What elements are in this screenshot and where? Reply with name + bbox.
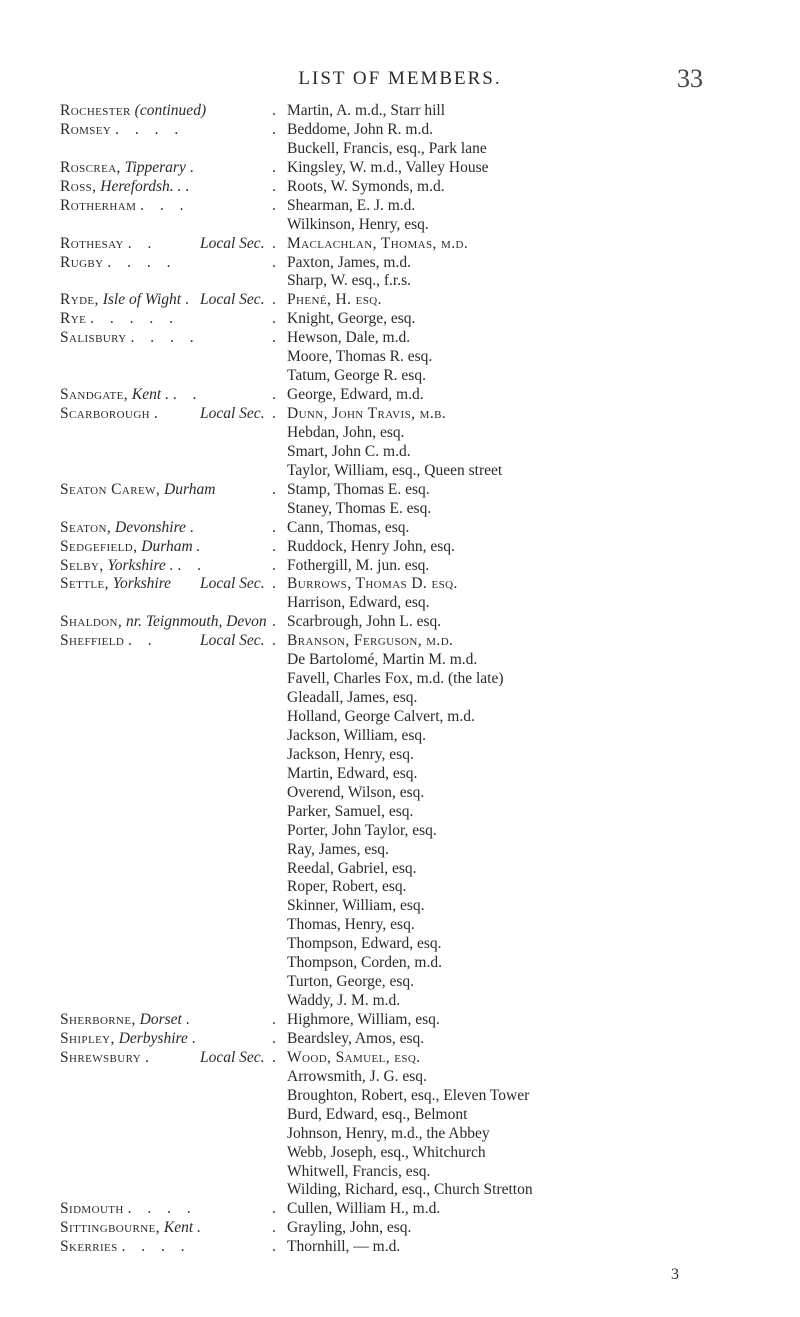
list-item	[0, 822, 800, 841]
list-item	[0, 765, 800, 784]
place-label: Skerries	[60, 1238, 118, 1256]
list-item	[0, 235, 800, 254]
member-name: Wood, Samuel, esq.	[287, 1048, 421, 1066]
member-name: Stamp, Thomas E. esq.	[287, 480, 430, 498]
place-name	[60, 291, 195, 310]
dot-leader: . . . .	[115, 120, 185, 138]
leader-dot	[272, 1030, 277, 1049]
dot-leader: . . . .	[130, 329, 200, 347]
list-item	[0, 916, 800, 935]
place-region: Devonshire	[115, 518, 186, 536]
leader-dot	[272, 102, 277, 121]
member-name: Taylor, William, esq., Queen street	[287, 461, 503, 479]
place-label: Rotherham	[60, 196, 137, 214]
member-name: Grayling, John, esq.	[287, 1219, 412, 1237]
place-name	[60, 329, 200, 348]
list-item	[0, 841, 800, 860]
place-label: Sherborne,	[60, 1011, 136, 1028]
list-item	[0, 746, 800, 765]
member-name: Waddy, J. M. m.d.	[287, 992, 401, 1010]
member-name: Staney, Thomas E. esq.	[287, 499, 432, 517]
member-name: Reedal, Gabriel, esq.	[287, 859, 417, 877]
member-name: Harrison, Edward, esq.	[287, 594, 430, 612]
list-item	[0, 1087, 800, 1106]
place-name	[60, 405, 164, 424]
member-name: Favell, Charles Fox, m.d. (the late)	[287, 670, 504, 688]
place-label: Roscrea,	[60, 158, 121, 176]
local-secretary-label: Local Sec.	[200, 291, 265, 309]
dot-leader: .	[189, 158, 200, 176]
list-item	[0, 140, 800, 159]
local-secretary-label: Local Sec.	[200, 405, 265, 422]
member-name: Beddome, John R. m.d.	[287, 120, 433, 138]
page-number: 33	[677, 64, 703, 93]
place-name	[60, 1030, 202, 1049]
dot-leader: . . . .	[121, 1238, 191, 1256]
place-label: Settle,	[60, 575, 109, 593]
member-name: Whitwell, Francis, esq.	[287, 1162, 431, 1180]
leader-dot	[272, 254, 277, 273]
place-name	[60, 159, 200, 178]
member-name: Skinner, William, esq.	[287, 897, 425, 915]
place-name	[60, 481, 215, 500]
member-name: Fothergill, M. jun. esq.	[287, 556, 430, 574]
list-item	[0, 557, 800, 576]
member-name: Kingsley, W. m.d., Valley House	[287, 158, 489, 176]
local-secretary-label: Local Sec.	[200, 575, 265, 593]
member-name: Branson, Ferguson, m.d.	[287, 632, 454, 650]
list-item	[0, 121, 800, 140]
list-item	[0, 500, 800, 519]
place-name	[60, 1200, 197, 1219]
member-name: Roots, W. Symonds, m.d.	[287, 177, 445, 195]
list-item	[0, 860, 800, 879]
list-item	[0, 405, 800, 424]
list-item	[0, 708, 800, 727]
member-name: Smart, John C. m.d.	[287, 442, 411, 460]
place-region: Isle of Wight	[102, 291, 182, 309]
leader-dot	[272, 310, 277, 329]
list-item	[0, 462, 800, 481]
list-item	[0, 159, 800, 178]
place-label: Sandgate,	[60, 386, 129, 404]
list-item	[0, 878, 800, 897]
member-name: Johnson, Henry, m.d., the Abbey	[287, 1124, 490, 1142]
list-item	[0, 1181, 800, 1200]
page-title: LIST OF MEMBERS.	[298, 68, 502, 89]
member-name: Wilding, Richard, esq., Church Stretton	[287, 1181, 533, 1199]
member-name: Dunn, John Travis, m.b.	[287, 405, 447, 422]
place-label: Shrewsbury	[60, 1048, 142, 1066]
dot-leader: . . . .	[107, 253, 177, 271]
place-name	[60, 632, 158, 651]
list-item	[0, 992, 800, 1011]
place-name	[60, 519, 200, 538]
signature-mark: 3	[671, 1266, 679, 1283]
member-name: Phené, H. esq.	[287, 291, 382, 309]
dot-leader: . . .	[140, 196, 190, 214]
leader-dot	[272, 632, 277, 651]
leader-dot	[272, 1238, 277, 1257]
list-item	[0, 632, 800, 651]
place-region: nr. Teignmouth, Devon	[126, 613, 267, 631]
leader-dot	[272, 197, 277, 216]
place-label: Shaldon,	[60, 613, 123, 631]
place-name	[60, 1219, 201, 1238]
dot-leader: .	[191, 1029, 202, 1047]
place-region: Kent .	[163, 1219, 201, 1237]
place-label: Ross,	[60, 177, 97, 195]
list-item	[0, 803, 800, 822]
list-item	[0, 1068, 800, 1087]
leader-dot	[272, 557, 277, 576]
member-name: Cullen, William H., m.d.	[287, 1200, 441, 1218]
leader-dot	[272, 291, 277, 310]
member-name: Burd, Edward, esq., Belmont	[287, 1105, 468, 1123]
list-item	[0, 443, 800, 462]
list-item	[0, 897, 800, 916]
member-name: De Bartolomé, Martin M. m.d.	[287, 651, 478, 669]
list-item	[0, 670, 800, 689]
list-item	[0, 538, 800, 557]
member-name: Buckell, Francis, esq., Park lane	[287, 139, 487, 157]
place-label: Rugby	[60, 253, 104, 271]
place-name	[60, 1238, 191, 1257]
member-name: Martin, Edward, esq.	[287, 764, 418, 782]
list-item	[0, 481, 800, 500]
dot-leader: . .	[172, 386, 203, 404]
member-name: Maclachlan, Thomas, m.d.	[287, 234, 469, 252]
place-label: Rochester	[60, 102, 131, 119]
place-name	[60, 310, 179, 329]
member-name: Highmore, William, esq.	[287, 1011, 440, 1028]
place-name	[60, 557, 207, 576]
member-name: Thornhill, — m.d.	[287, 1238, 401, 1256]
place-name	[60, 386, 202, 405]
member-name: Roper, Robert, esq.	[287, 878, 407, 896]
leader-dot	[272, 1011, 277, 1030]
dot-leader: .	[153, 405, 164, 422]
list-item	[0, 424, 800, 443]
place-label: Seaton,	[60, 518, 112, 536]
leader-dot	[272, 538, 277, 557]
member-name: Tatum, George R. esq.	[287, 367, 426, 385]
members-list	[0, 102, 800, 1257]
place-name	[60, 235, 157, 254]
dot-leader: .	[144, 1048, 155, 1066]
list-item	[0, 575, 800, 594]
place-name	[60, 102, 206, 121]
local-secretary-label: Local Sec.	[200, 234, 265, 252]
member-name: Broughton, Robert, esq., Eleven Tower	[287, 1086, 530, 1104]
list-item	[0, 651, 800, 670]
dot-leader: .	[189, 518, 200, 536]
list-item	[0, 1238, 800, 1257]
list-item	[0, 689, 800, 708]
list-item	[0, 102, 800, 121]
list-item	[0, 1144, 800, 1163]
list-item	[0, 613, 800, 632]
list-item	[0, 1049, 800, 1068]
member-name: Jackson, William, esq.	[287, 726, 427, 744]
list-item	[0, 329, 800, 348]
local-secretary-label: Local Sec.	[200, 1048, 265, 1066]
list-item	[0, 367, 800, 386]
place-region: Herefordsh. .	[100, 177, 182, 195]
list-item	[0, 784, 800, 803]
place-region: (continued)	[134, 102, 207, 119]
list-item	[0, 727, 800, 746]
member-name: Parker, Samuel, esq.	[287, 802, 414, 820]
member-name: Hebdan, John, esq.	[287, 423, 405, 441]
place-label: Shipley,	[60, 1029, 115, 1047]
member-name: Hewson, Dale, m.d.	[287, 329, 411, 347]
list-item	[0, 197, 800, 216]
member-name: Shearman, E. J. m.d.	[287, 196, 416, 214]
leader-dot	[272, 329, 277, 348]
member-name: Turton, George, esq.	[287, 973, 415, 991]
leader-dot	[272, 575, 277, 594]
place-region: Yorkshire .	[107, 556, 174, 574]
leader-dot	[272, 178, 277, 197]
leader-dot	[272, 405, 277, 424]
member-name: Knight, George, esq.	[287, 310, 416, 328]
member-name: Thompson, Corden, m.d.	[287, 954, 442, 972]
member-name: George, Edward, m.d.	[287, 386, 424, 404]
place-region: Dorset	[139, 1011, 182, 1028]
list-item	[0, 386, 800, 405]
place-name	[60, 1049, 155, 1068]
place-region: Tipperary	[124, 158, 186, 176]
leader-dot	[272, 1200, 277, 1219]
local-secretary-label: Local Sec.	[200, 632, 265, 650]
place-label: Sidmouth	[60, 1200, 124, 1218]
place-region: Durham	[164, 480, 216, 498]
member-name: Jackson, Henry, esq.	[287, 745, 414, 763]
list-item	[0, 178, 800, 197]
place-label: Salisbury	[60, 329, 127, 347]
member-name: Overend, Wilson, esq.	[287, 783, 425, 801]
member-name: Thomas, Henry, esq.	[287, 916, 415, 934]
list-item	[0, 310, 800, 329]
member-name: Moore, Thomas R. esq.	[287, 348, 433, 366]
place-label: Sheffield	[60, 632, 125, 650]
dot-leader: . . . . .	[90, 310, 179, 328]
place-label: Sittingbourne,	[60, 1219, 160, 1237]
member-name: Webb, Joseph, esq., Whitchurch	[287, 1143, 486, 1161]
place-label: Rye	[60, 310, 87, 328]
place-region: Derbyshire	[118, 1029, 188, 1047]
leader-dot	[272, 235, 277, 254]
member-name: Ruddock, Henry John, esq.	[287, 537, 455, 555]
leader-dot	[272, 121, 277, 140]
list-item	[0, 348, 800, 367]
leader-dot	[272, 481, 277, 500]
place-label: Ryde,	[60, 291, 99, 309]
dot-leader: .	[184, 291, 195, 309]
dot-leader: . . . .	[127, 1200, 197, 1218]
dot-leader: . .	[128, 632, 158, 650]
place-label: Scarborough	[60, 405, 151, 422]
member-name: Arrowsmith, J. G. esq.	[287, 1067, 427, 1085]
place-label: Sedgefield,	[60, 537, 138, 555]
member-name: Beardsley, Amos, esq.	[287, 1029, 425, 1047]
list-item	[0, 519, 800, 538]
list-item	[0, 973, 800, 992]
place-region: Kent .	[131, 386, 169, 404]
leader-dot	[272, 1219, 277, 1238]
place-name	[60, 121, 184, 140]
list-item	[0, 216, 800, 235]
member-name: Cann, Thomas, esq.	[287, 518, 410, 536]
list-item	[0, 1030, 800, 1049]
place-label: Rothesay	[60, 234, 124, 252]
member-name: Thompson, Edward, esq.	[287, 935, 442, 953]
member-name: Porter, John Taylor, esq.	[287, 821, 437, 839]
dot-leader: .	[185, 1011, 196, 1028]
list-item	[0, 272, 800, 291]
place-name	[60, 197, 190, 216]
dot-leader: . .	[177, 556, 208, 574]
member-name: Sharp, W. esq., f.r.s.	[287, 272, 411, 290]
list-item	[0, 1163, 800, 1182]
dot-leader: . .	[127, 234, 158, 252]
list-item	[0, 254, 800, 273]
list-item	[0, 1219, 800, 1238]
member-name: Holland, George Calvert, m.d.	[287, 708, 475, 725]
place-name	[60, 254, 177, 273]
list-item	[0, 954, 800, 973]
list-item	[0, 594, 800, 613]
list-item	[0, 291, 800, 310]
place-name	[60, 613, 267, 632]
leader-dot	[272, 386, 277, 405]
member-name: Wilkinson, Henry, esq.	[287, 215, 429, 233]
leader-dot	[272, 1049, 277, 1068]
dot-leader: .	[185, 177, 196, 195]
place-name	[60, 538, 200, 557]
list-item	[0, 1125, 800, 1144]
place-region: Durham .	[141, 537, 201, 555]
list-item	[0, 1200, 800, 1219]
list-item	[0, 1106, 800, 1125]
place-label: Romsey	[60, 120, 112, 138]
place-label: Seaton Carew,	[60, 480, 161, 498]
member-name: Ray, James, esq.	[287, 840, 389, 858]
place-name	[60, 1011, 196, 1030]
place-name	[60, 178, 195, 197]
member-name: Paxton, James, m.d.	[287, 253, 411, 271]
member-name: Burrows, Thomas D. esq.	[287, 575, 458, 593]
list-item	[0, 1011, 800, 1030]
list-item	[0, 935, 800, 954]
member-name: Gleadall, James, esq.	[287, 689, 418, 707]
member-name: Scarbrough, John L. esq.	[287, 613, 442, 631]
leader-dot	[272, 613, 277, 632]
leader-dot	[272, 519, 277, 538]
leader-dot	[272, 159, 277, 178]
place-label: Selby,	[60, 556, 104, 574]
place-name	[60, 575, 171, 594]
member-name: Martin, A. m.d., Starr hill	[287, 102, 446, 119]
place-region: Yorkshire	[112, 575, 172, 593]
